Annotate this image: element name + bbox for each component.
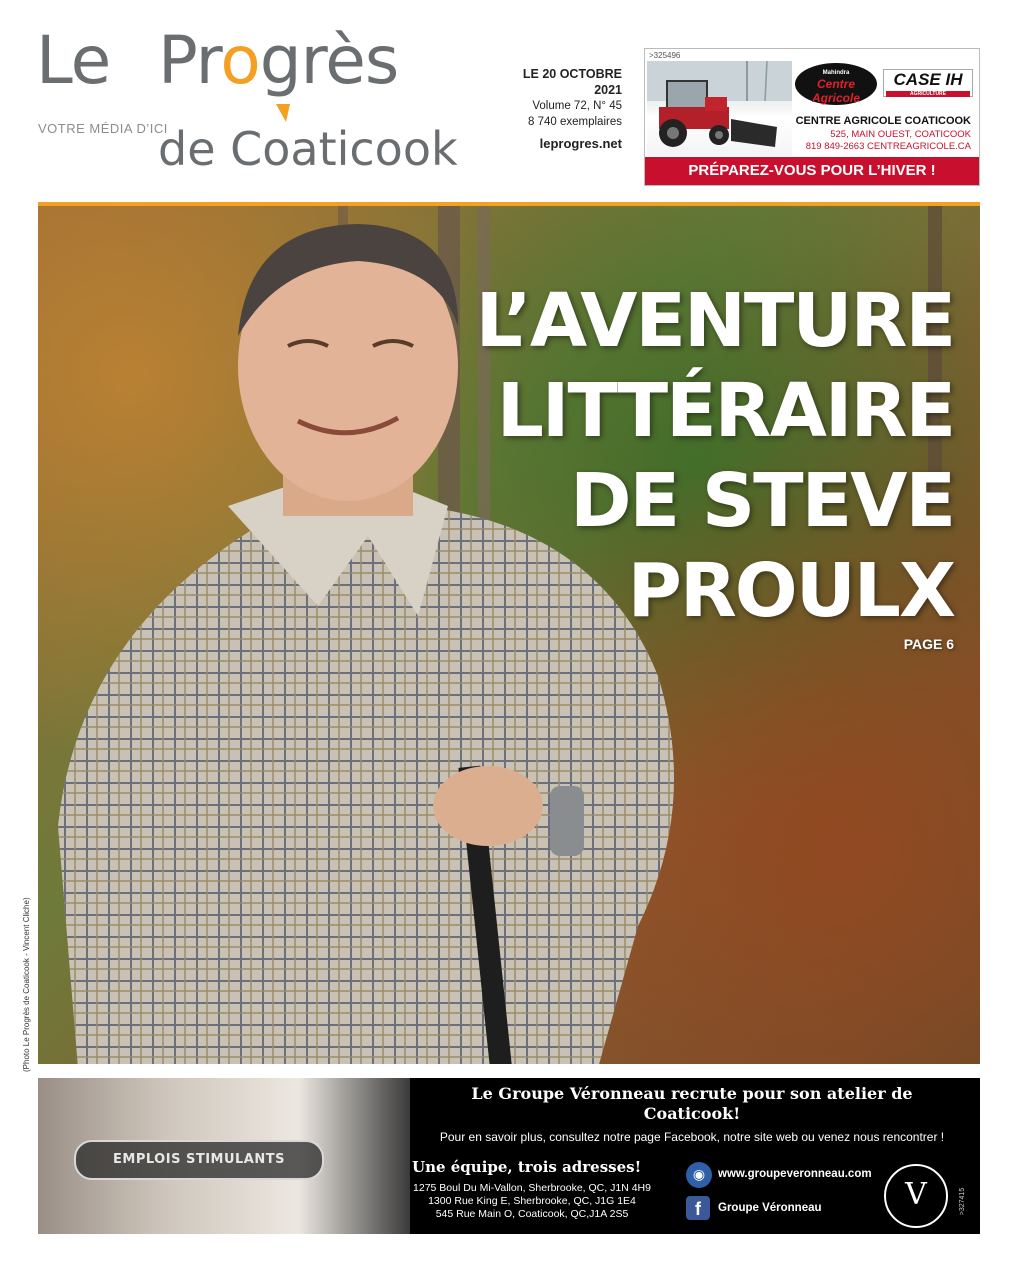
address-2: 1300 Rue King E, Sherbrooke, QC, J1G 1E4 xyxy=(428,1195,636,1207)
ad-reference: >325496 xyxy=(649,51,681,60)
logo-le: Le xyxy=(36,22,111,99)
photo-credit: (Photo Le Progrès de Coaticook - Vincent Cliche) xyxy=(22,897,31,1072)
tractor-photo xyxy=(647,61,792,156)
ad-banner: PRÉPAREZ-VOUS POUR L’HIVER ! xyxy=(645,157,979,185)
issue-copies: 8 740 exemplaires xyxy=(528,116,622,128)
bottom-advertisement[interactable] xyxy=(38,1078,980,1234)
headline-line-2: LITTÉRAIRE xyxy=(496,368,954,454)
dealer-name: CENTRE AGRICOLE COATICOOK xyxy=(795,115,971,127)
website-link[interactable]: leprogres.net xyxy=(539,136,622,151)
cover-photo xyxy=(38,202,980,1064)
headline-line-3: DE STEVE xyxy=(570,458,954,544)
facebook-link[interactable]: Groupe Véronneau xyxy=(718,1202,822,1214)
recruitment-subtitle: Pour en savoir plus, consultez notre page Facebook, notre site web ou venez nous rencontrer ! xyxy=(439,1130,945,1144)
issue-date-line2: 2021 xyxy=(594,83,622,97)
issue-info xyxy=(502,66,622,151)
veronneau-seal-logo: V xyxy=(884,1164,948,1228)
logo-progres: Progrès xyxy=(158,22,399,99)
page-reference[interactable]: PAGE 6 xyxy=(903,636,954,652)
team-heading: Une équipe, trois adresses! xyxy=(412,1158,642,1176)
ad-reference-2: >327415 xyxy=(958,1187,966,1216)
address-1: 1275 Boul Du Mi-Vallon, Sherbrooke, QC, J1N 4H9 xyxy=(413,1182,651,1194)
facebook-icon[interactable]: f xyxy=(686,1196,710,1220)
address-list xyxy=(412,1182,652,1221)
top-advertisement[interactable] xyxy=(644,48,980,186)
logo-speech-bubble-o: o xyxy=(220,22,260,99)
logo-subtitle: de Coaticook xyxy=(158,122,458,176)
headline-line-1: L’AVENTURE xyxy=(475,278,954,364)
case-ih-logo: CASE IH AGRICULTURE xyxy=(883,69,973,97)
dealer-address: 525, MAIN OUEST, COATICOOK 819 849-2663 CENTREAGRICOLE.CA xyxy=(805,129,971,152)
issue-volume: Volume 72, N° 45 xyxy=(532,100,622,112)
globe-icon: ◉ xyxy=(686,1162,712,1188)
ad-website-link[interactable]: www.groupeveronneau.com xyxy=(718,1168,872,1180)
speech-bubble-tail-icon xyxy=(276,104,290,122)
masthead xyxy=(36,22,506,188)
issue-date-line1: LE 20 OCTOBRE xyxy=(522,67,622,81)
address-3: 545 Rue Main O, Coaticook, QC,J1A 2S5 xyxy=(435,1208,629,1220)
headline-line-4: PROULX xyxy=(627,548,954,634)
emplois-stimulants-button[interactable]: EMPLOIS STIMULANTS xyxy=(74,1140,324,1180)
recruitment-title: Le Groupe Véronneau recrute pour son atelier de Coaticook! xyxy=(471,1084,913,1123)
centre-agricole-logo: Mahindra Centre Agricole COATICOOK xyxy=(795,63,877,105)
tagline: VOTRE MÉDIA D’ICI xyxy=(38,121,168,136)
cover-headline xyxy=(476,276,954,636)
